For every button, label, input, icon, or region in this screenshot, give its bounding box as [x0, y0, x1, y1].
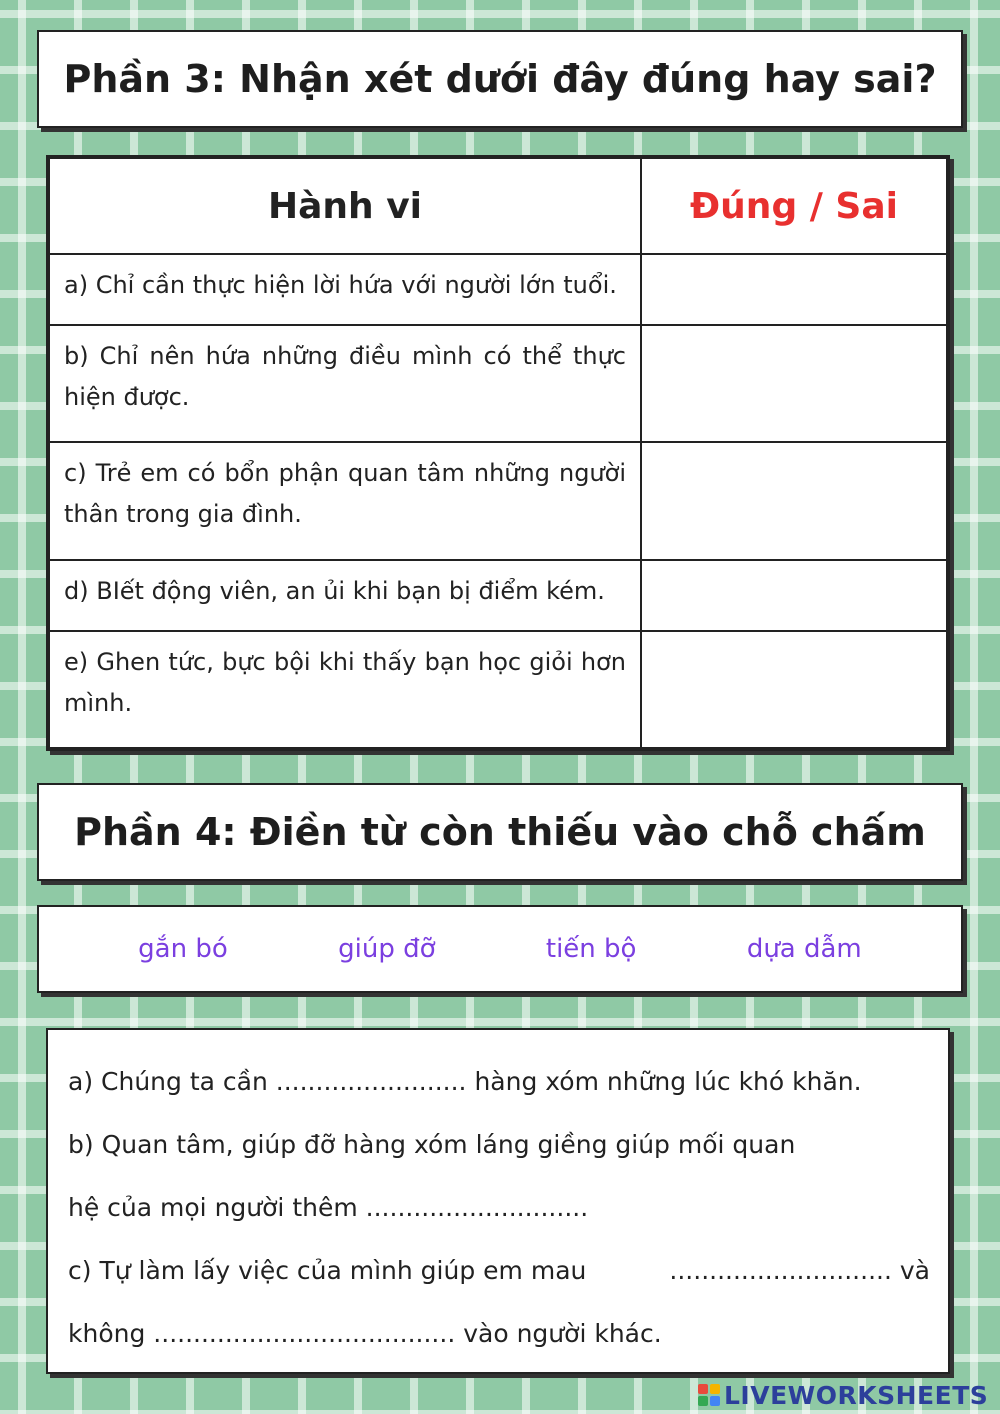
blank-c2[interactable]: ......................................: [153, 1319, 456, 1348]
answer-cell-d[interactable]: [641, 560, 947, 631]
true-false-table: [46, 155, 950, 751]
answer-cell-c[interactable]: [641, 442, 947, 559]
word-bank-item[interactable]: dựa dẫm: [746, 934, 862, 964]
table-row: [49, 325, 947, 442]
word-bank-item[interactable]: gắn bó: [138, 934, 228, 964]
word-bank-item[interactable]: giúp đỡ: [338, 934, 436, 964]
logo-square: [710, 1384, 720, 1394]
sentence-a: a) Chúng ta cần ........................ hàng xóm những lúc khó khăn.: [68, 1067, 862, 1096]
blank-a[interactable]: ........................: [275, 1067, 467, 1096]
sentence-b-line1: b) Quan tâm, giúp đỡ hàng xóm láng giềng giúp mối quan: [68, 1130, 796, 1159]
sentence-c-line1: c) Tự làm lấy việc của mình giúp em mau ............................ và: [68, 1256, 930, 1285]
logo-square: [698, 1384, 708, 1394]
sentence-c-line2: không ...................................... vào người khác.: [68, 1319, 662, 1348]
statement-b: b) Chỉ nên hứa những điều mình có thể thực hiện được.: [49, 325, 641, 442]
statement-d: d) BIết động viên, an ủi khi bạn bị điểm kém.: [49, 560, 641, 631]
table-row: [49, 631, 947, 748]
logo-text: LIVEWORKSHEETS: [724, 1380, 989, 1410]
answer-cell-a[interactable]: [641, 254, 947, 325]
sentence-b-line2: hệ của mọi người thêm ............................: [68, 1193, 589, 1222]
statement-e: e) Ghen tức, bực bội khi thấy bạn học giỏi hơn mình.: [49, 631, 641, 748]
word-bank-item[interactable]: tiến bộ: [545, 934, 637, 964]
blank-c1[interactable]: ............................: [669, 1256, 892, 1285]
header-behavior: Hành vi: [49, 158, 641, 254]
blank-b[interactable]: ............................: [365, 1193, 589, 1222]
logo-square: [710, 1396, 720, 1406]
answer-cell-b[interactable]: [641, 325, 947, 442]
part3-title: Phần 3: Nhận xét dưới đây đúng hay sai?: [37, 30, 963, 128]
word-bank: [37, 905, 963, 993]
table-row: [49, 254, 947, 325]
statement-a: a) Chỉ cần thực hiện lời hứa với người lớn tuổi.: [49, 254, 641, 325]
answer-cell-e[interactable]: [641, 631, 947, 748]
liveworksheets-icon: [698, 1384, 720, 1406]
fill-in-sentences: [46, 1028, 950, 1374]
statement-c: c) Trẻ em có bổn phận quan tâm những người thân trong gia đình.: [49, 442, 641, 559]
part4-title: Phần 4: Điền từ còn thiếu vào chỗ chấm: [37, 783, 963, 881]
liveworksheets-logo[interactable]: [698, 1380, 988, 1410]
table-row: [49, 442, 947, 559]
table-row: [49, 560, 947, 631]
logo-square: [698, 1396, 708, 1406]
header-true-false: Đúng / Sai: [641, 158, 947, 254]
